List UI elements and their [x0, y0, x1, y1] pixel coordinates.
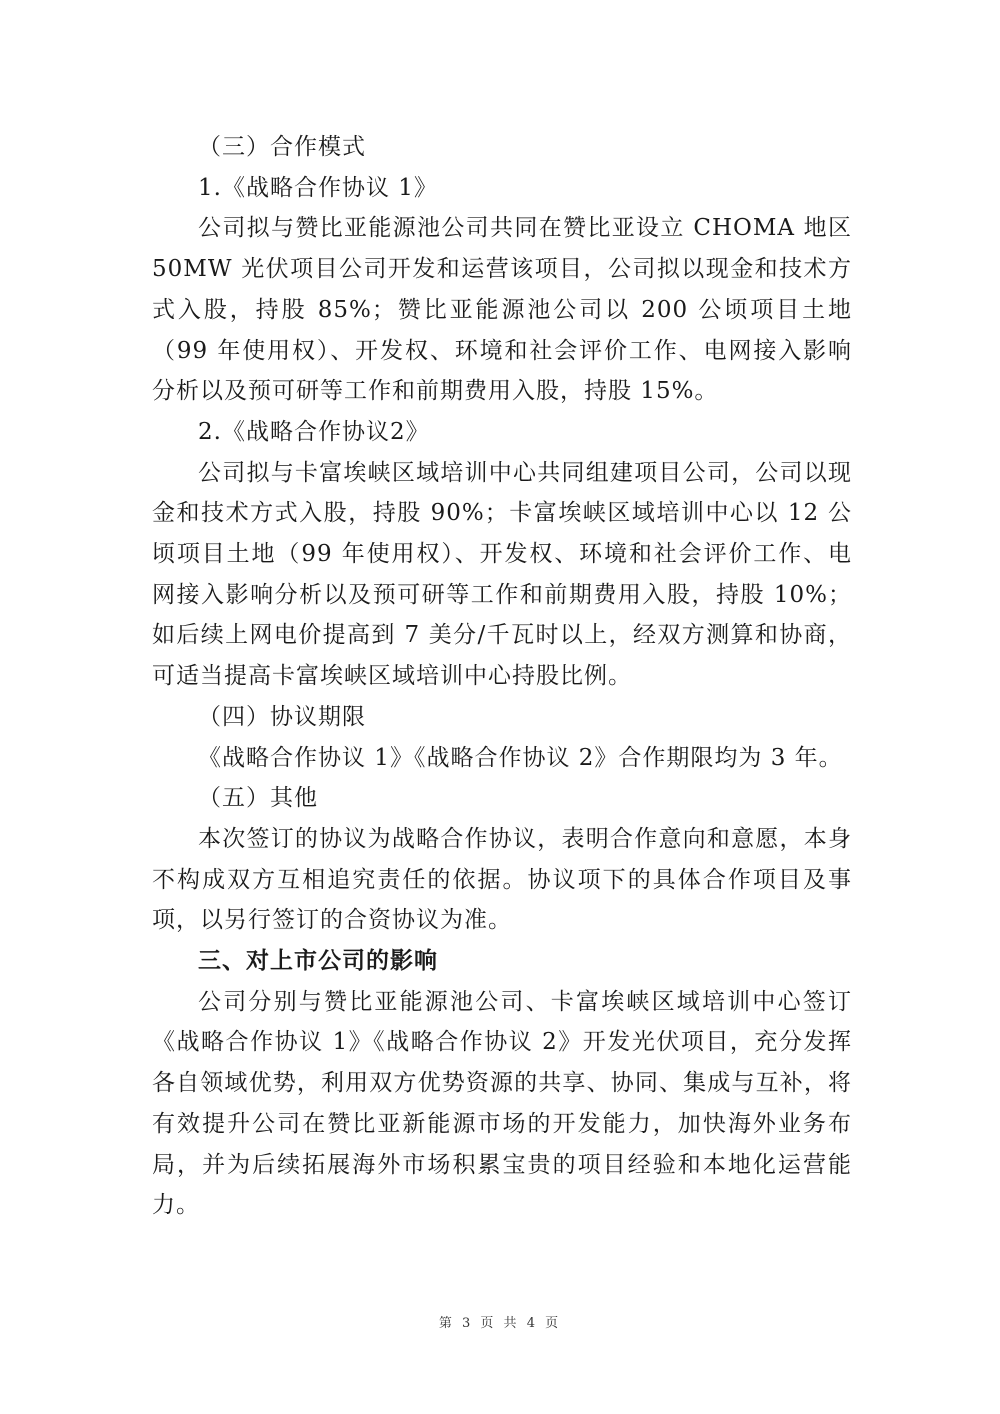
subsection-heading-other: （五）其他 — [198, 785, 318, 812]
page-footer: 第 3 页 共 4 页 — [438, 1316, 562, 1331]
paragraph-other: 本次签订的协议为战略合作协议，表明合作意向和意愿，本身不构成双方互相追究责任的依据。协议项下的具体合作项目及事项，以另行签订的合资协议为准。 — [152, 825, 852, 934]
subsection-heading-term: （四）协议期限 — [198, 703, 366, 730]
paragraph-agreement-2: 公司拟与卡富埃峡区域培训中心共同组建项目公司，公司以现金和技术方式入股，持股 90%；卡富埃峡区域培训中心以 12 公顷项目土地（99 年使用权）、开发权、环境和社会评价工作、电网接入影响分析以及预可研等工作和前期费用入股，持股 10%；如后续上网电价提高到 7 美分/千瓦时以上，经双方测算和协商，可适当提高卡富埃峡区域培训中心持股比例。 — [152, 459, 852, 690]
subsection-heading-cooperation-mode: （三）合作模式 — [198, 134, 366, 160]
paragraph-impact: 公司分别与赞比亚能源池公司、卡富埃峡区域培训中心签订《战略合作协议 1》《战略合作协议 2》开发光伏项目，充分发挥各自领域优势，利用双方优势资源的共享、协同、集成与互补，将有效提升公司在赞比亚新能源市场的开发能力，加快海外业务布局，并为后续拓展海外市场积累宝贵的项目经验和本地化运营能力。 — [152, 988, 852, 1219]
paragraph-agreement-1: 公司拟与赞比亚能源池公司共同在赞比亚设立 CHOMA 地区 50MW 光伏项目公司开发和运营该项目，公司拟以现金和技术方式入股，持股 85%；赞比亚能源池公司以 200 公顷项目土地（99 年使用权）、开发权、环境和社会评价工作、电网接入影响分析以及预可研等工作和前期费用入股，持股 15%。 — [152, 215, 852, 405]
section-heading-impact: 三、对上市公司的影响 — [198, 947, 438, 975]
item-heading-agreement-2: 2.《战略合作协议2》 — [198, 418, 430, 445]
item-heading-agreement-1: 1.《战略合作协议 1》 — [198, 174, 438, 201]
document-body — [152, 127, 852, 1226]
paragraph-term: 《战略合作协议 1》《战略合作协议 2》合作期限均为 3 年。 — [198, 744, 843, 771]
